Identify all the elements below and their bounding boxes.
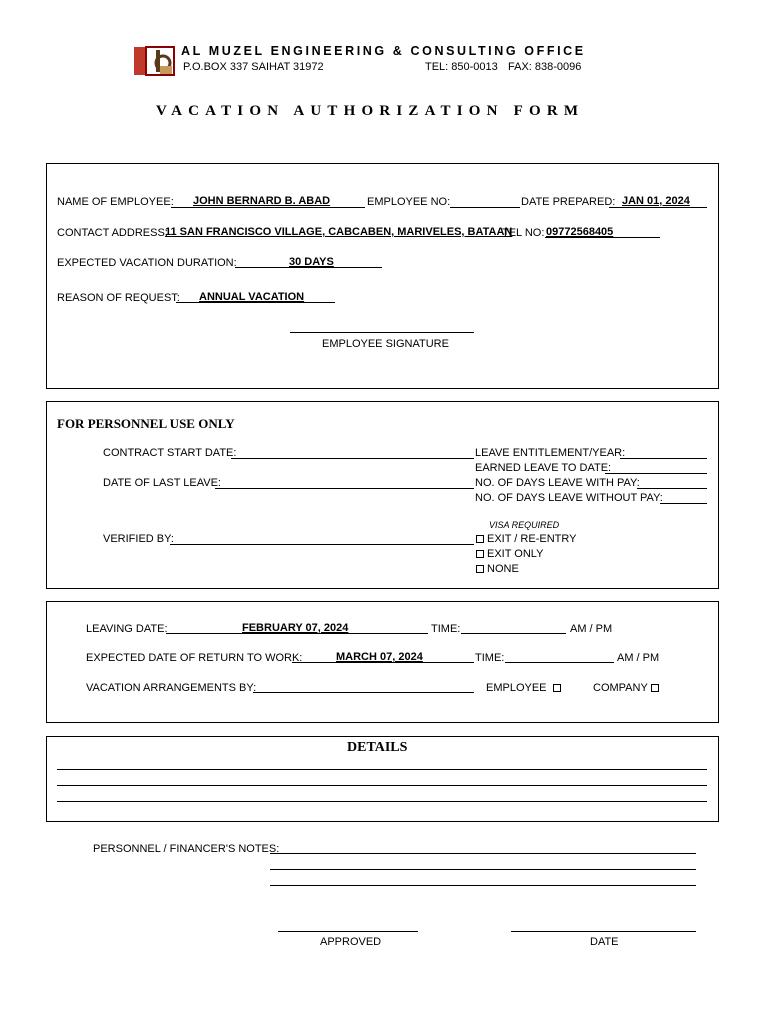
company-phone: TEL: 850-0013 [425,61,498,73]
last-leave-field[interactable] [215,488,474,489]
contract-start-label: CONTRACT START DATE: [103,447,237,459]
days-with-pay-label: NO. OF DAYS LEAVE WITH PAY: [475,477,640,489]
details-title: DETAILS [347,740,408,755]
details-line-3[interactable] [57,801,707,802]
company-name: AL MUZEL ENGINEERING & CONSULTING OFFICE [181,44,586,58]
visa-required-label: VISA REQUIRED [489,520,560,530]
arrangement-employee-option[interactable] [486,682,564,694]
earned-leave-label: EARNED LEAVE TO DATE: [475,462,612,474]
visa-option-exit-only[interactable] [476,548,543,560]
approved-signature-line[interactable] [278,931,418,932]
contact-address-label: CONTACT ADDRESS: [57,227,168,239]
arrangements-label: VACATION ARRANGEMENTS BY: [86,682,257,694]
details-line-2[interactable] [57,785,707,786]
employee-name-field[interactable] [171,207,365,208]
employee-no-label: EMPLOYEE NO: [367,196,451,208]
employee-no-field[interactable] [450,207,520,208]
notes-label: PERSONNEL / FINANCER'S NOTES: [93,843,280,855]
days-without-pay-label: NO. OF DAYS LEAVE WITHOUT PAY: [475,492,663,504]
return-date-label: EXPECTED DATE OF RETURN TO WORK: [86,652,303,664]
arrangement-option-label: EMPLOYEE [486,682,547,694]
form-title: VACATION AUTHORIZATION FORM [156,103,585,119]
date-prepared-label: DATE PREPARED: [521,196,616,208]
checkbox-icon[interactable] [651,684,659,692]
earned-leave-field[interactable] [605,473,707,474]
leaving-ampm: AM / PM [570,623,613,635]
visa-option-none[interactable] [476,563,519,575]
notes-line-2[interactable] [270,869,696,870]
arrangement-company-option[interactable] [593,682,662,694]
return-time-label: TIME: [475,652,505,664]
company-logo [133,46,175,76]
date-prepared-field[interactable] [609,207,707,208]
leaving-time-label: TIME: [431,623,461,635]
leave-entitlement-label: LEAVE ENTITLEMENT/YEAR: [475,447,626,459]
employee-name-label: NAME OF EMPLOYEE: [57,196,174,208]
contact-address-value: 11 SAN FRANCISCO VILLAGE, CABCABEN, MARIVELES, BATAAN [165,226,513,238]
arrangement-option-label: COMPANY [593,682,648,694]
vacation-duration-label: EXPECTED VACATION DURATION: [57,257,237,269]
return-date-value: MARCH 07, 2024 [336,651,423,663]
details-line-1[interactable] [57,769,707,770]
last-leave-label: DATE OF LAST LEAVE: [103,477,221,489]
company-fax: FAX: 838-0096 [508,61,582,73]
approval-date-line[interactable] [511,931,696,932]
days-with-pay-field[interactable] [637,488,707,489]
tel-no-value: 09772568405 [546,226,614,238]
approval-date-label: DATE [590,936,619,948]
checkbox-icon[interactable] [553,684,561,692]
tel-no-label: TEL NO: [502,227,545,239]
employee-signature-label: EMPLOYEE SIGNATURE [322,338,449,350]
company-logo-icon [133,46,175,76]
leaving-time-field[interactable] [461,633,566,634]
return-ampm: AM / PM [617,652,660,664]
days-without-pay-field[interactable] [660,503,707,504]
checkbox-icon[interactable] [476,550,484,558]
approved-label: APPROVED [320,936,382,948]
notes-line-1[interactable] [270,853,696,854]
visa-option-label: NONE [487,563,519,575]
contract-start-field[interactable] [231,458,474,459]
checkbox-icon[interactable] [476,535,484,543]
verified-by-label: VERIFIED BY: [103,533,174,545]
leave-entitlement-field[interactable] [620,458,707,459]
employee-name-value: JOHN BERNARD B. ABAD [193,195,331,207]
checkbox-icon[interactable] [476,565,484,573]
company-address: P.O.BOX 337 SAIHAT 31972 [183,61,324,73]
vacation-duration-value: 30 DAYS [289,256,334,268]
leaving-date-value: FEBRUARY 07, 2024 [242,622,349,634]
leaving-date-label: LEAVING DATE: [86,623,168,635]
notes-line-3[interactable] [270,885,696,886]
visa-option-label: EXIT / RE-ENTRY [487,533,577,545]
arrangements-field[interactable] [253,692,474,693]
visa-option-exit-reentry[interactable] [476,533,576,545]
reason-label: REASON OF REQUEST: [57,292,180,304]
reason-value: ANNUAL VACATION [199,291,305,303]
visa-option-label: EXIT ONLY [487,548,544,560]
date-prepared-value: JAN 01, 2024 [622,195,690,207]
personnel-section-title: FOR PERSONNEL USE ONLY [57,416,235,431]
employee-signature-line[interactable] [290,332,474,333]
return-time-field[interactable] [505,662,614,663]
verified-by-field[interactable] [170,544,474,545]
